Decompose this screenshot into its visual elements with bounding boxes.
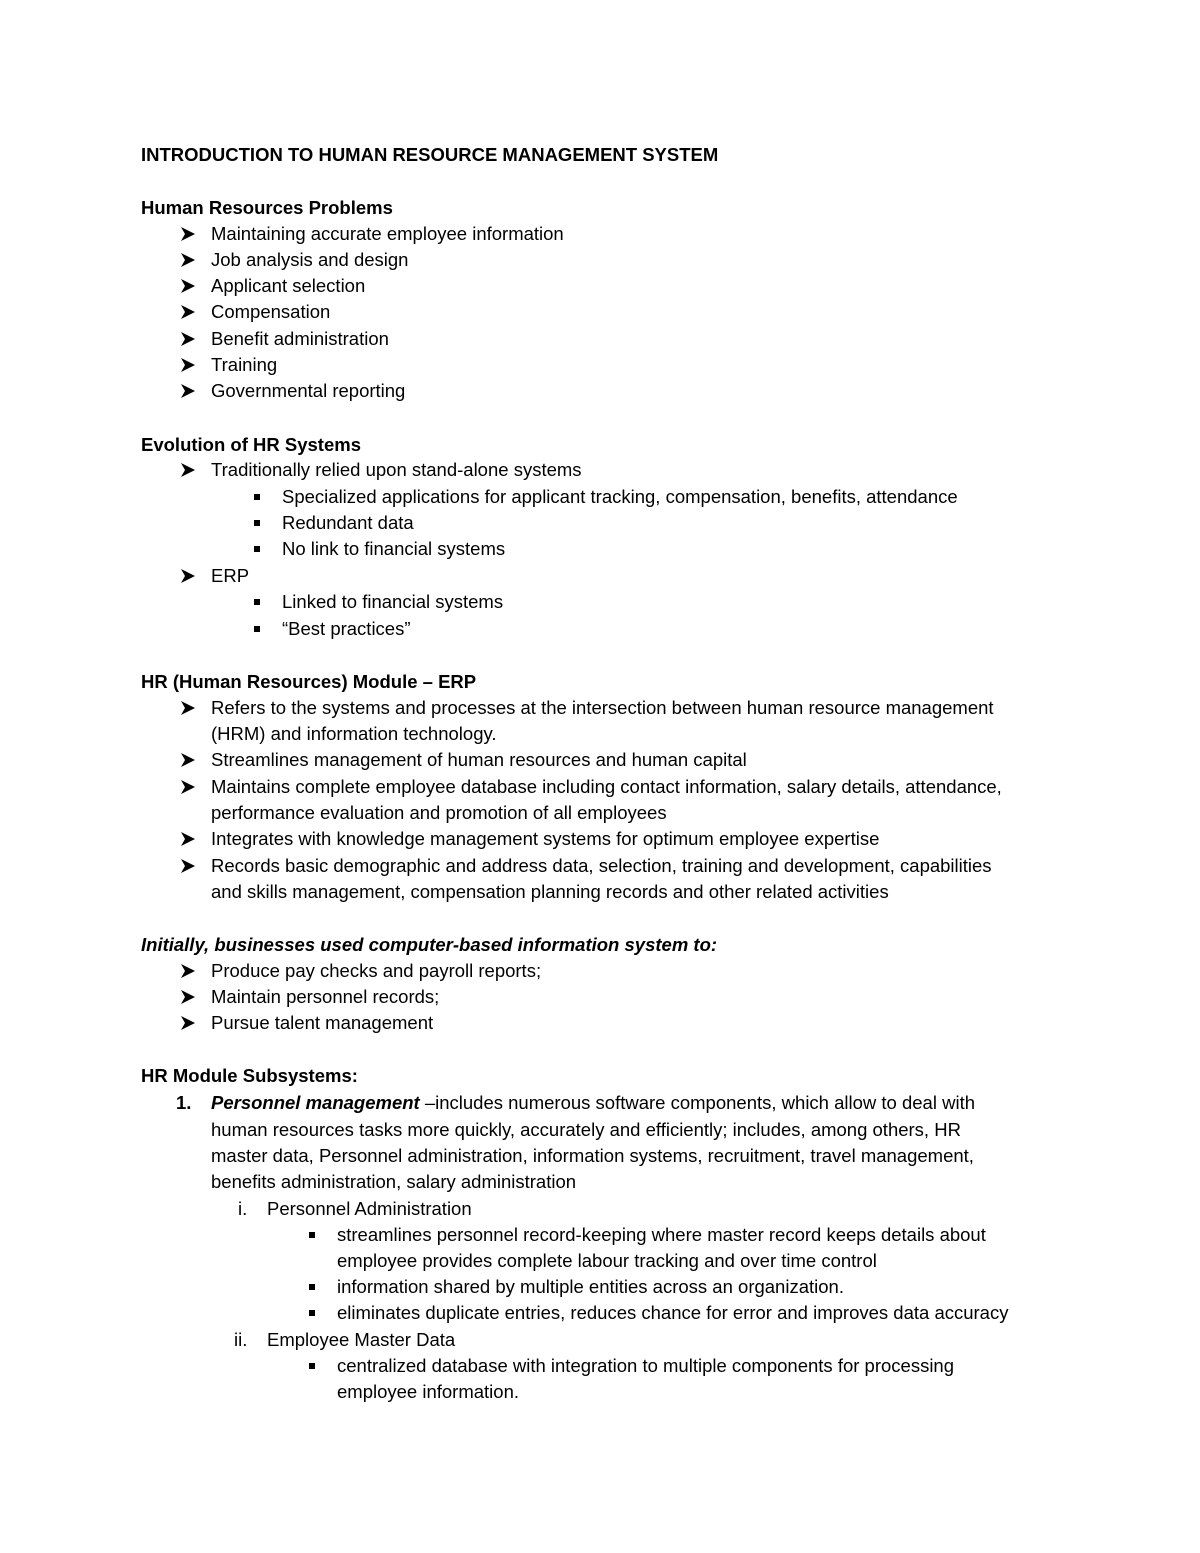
square-bullet-icon bbox=[309, 1232, 315, 1238]
arrow-bullet-icon bbox=[180, 826, 200, 852]
list-item: Pursue talent management bbox=[211, 1012, 434, 1033]
list-item: Maintaining accurate employee information bbox=[211, 223, 564, 244]
square-bullet-icon bbox=[309, 1310, 315, 1316]
list-item bbox=[211, 1090, 975, 1116]
arrow-bullet-icon bbox=[180, 958, 200, 984]
arrow-bullet-icon bbox=[180, 774, 200, 800]
list-item: Training bbox=[211, 354, 278, 375]
arrow-bullet-icon bbox=[180, 247, 200, 273]
arrow-bullet-icon bbox=[180, 1010, 200, 1036]
sub-list-item: “Best practices” bbox=[282, 618, 411, 639]
list-item-continuation: and skills management, compensation planning records and other related activities bbox=[211, 881, 889, 902]
sub-list-item: Redundant data bbox=[282, 512, 414, 533]
section-heading-evolution: Evolution of HR Systems bbox=[141, 434, 361, 455]
square-bullet-icon bbox=[254, 494, 260, 500]
list-item-continuation: performance evaluation and promotion of all employees bbox=[211, 802, 667, 823]
section-heading-initially: Initially, businesses used computer-based information system to: bbox=[141, 934, 718, 955]
list-item-continuation: master data, Personnel administration, information systems, recruitment, travel management, bbox=[211, 1145, 974, 1166]
square-bullet-icon bbox=[254, 520, 260, 526]
list-item: Produce pay checks and payroll reports; bbox=[211, 960, 542, 981]
arrow-bullet-icon bbox=[180, 747, 200, 773]
list-item-continuation: (HRM) and information technology. bbox=[211, 723, 497, 744]
section-heading-subsystems: HR Module Subsystems: bbox=[141, 1065, 358, 1086]
arrow-bullet-icon bbox=[180, 695, 200, 721]
section-heading-hr-problems: Human Resources Problems bbox=[141, 197, 393, 218]
definition: –includes numerous software components, which allow to deal with bbox=[419, 1092, 975, 1113]
arrow-bullet-icon bbox=[180, 853, 200, 879]
arrow-bullet-icon bbox=[180, 299, 200, 325]
list-item: ERP bbox=[211, 565, 250, 586]
square-bullet-icon bbox=[309, 1363, 315, 1369]
list-item: Refers to the systems and processes at the intersection between human resource management bbox=[211, 697, 994, 718]
sub-sub-list-item: streamlines personnel record-keeping where master record keeps details about bbox=[337, 1224, 986, 1245]
square-bullet-icon bbox=[254, 626, 260, 632]
list-number: 1. bbox=[176, 1092, 192, 1113]
square-bullet-icon bbox=[309, 1284, 315, 1290]
sub-sub-list-item: centralized database with integration to multiple components for processing bbox=[337, 1355, 955, 1376]
list-item: Maintain personnel records; bbox=[211, 986, 440, 1007]
sub-list-item: Employee Master Data bbox=[267, 1329, 456, 1350]
list-item: Streamlines management of human resources and human capital bbox=[211, 749, 747, 770]
sub-list-item: Personnel Administration bbox=[267, 1198, 472, 1219]
list-item: Records basic demographic and address data, selection, training and development, capabilities bbox=[211, 855, 992, 876]
list-item: Governmental reporting bbox=[211, 380, 406, 401]
list-item-continuation: human resources tasks more quickly, accurately and efficiently; includes, among others, HR bbox=[211, 1119, 961, 1140]
sub-list-item: Specialized applications for applicant tracking, compensation, benefits, attendance bbox=[282, 486, 958, 507]
document-title: INTRODUCTION TO HUMAN RESOURCE MANAGEMENT SYSTEM bbox=[141, 144, 719, 165]
list-item-continuation: benefits administration, salary administration bbox=[211, 1171, 577, 1192]
sub-list-item: Linked to financial systems bbox=[282, 591, 504, 612]
sub-sub-list-item-continuation: employee provides complete labour tracking and over time control bbox=[337, 1250, 877, 1271]
list-item: Compensation bbox=[211, 301, 331, 322]
arrow-bullet-icon bbox=[180, 563, 200, 589]
square-bullet-icon bbox=[254, 599, 260, 605]
section-heading-hr-module: HR (Human Resources) Module – ERP bbox=[141, 671, 477, 692]
arrow-bullet-icon bbox=[180, 352, 200, 378]
list-number: i. bbox=[238, 1198, 248, 1219]
term: Personnel management bbox=[211, 1092, 420, 1113]
arrow-bullet-icon bbox=[180, 457, 200, 483]
list-item: Traditionally relied upon stand-alone systems bbox=[211, 459, 582, 480]
arrow-bullet-icon bbox=[180, 984, 200, 1010]
list-number: ii. bbox=[234, 1329, 248, 1350]
list-item: Job analysis and design bbox=[211, 249, 409, 270]
list-item: Maintains complete employee database including contact information, salary details, attendance, bbox=[211, 776, 1002, 797]
sub-list-item: No link to financial systems bbox=[282, 538, 506, 559]
arrow-bullet-icon bbox=[180, 378, 200, 404]
list-item: Integrates with knowledge management systems for optimum employee expertise bbox=[211, 828, 880, 849]
sub-sub-list-item: information shared by multiple entities across an organization. bbox=[337, 1276, 844, 1297]
list-item: Applicant selection bbox=[211, 275, 366, 296]
square-bullet-icon bbox=[254, 546, 260, 552]
arrow-bullet-icon bbox=[180, 326, 200, 352]
arrow-bullet-icon bbox=[180, 273, 200, 299]
list-item: Benefit administration bbox=[211, 328, 389, 349]
arrow-bullet-icon bbox=[180, 221, 200, 247]
sub-sub-list-item: eliminates duplicate entries, reduces chance for error and improves data accuracy bbox=[337, 1302, 1009, 1323]
sub-sub-list-item-continuation: employee information. bbox=[337, 1381, 520, 1402]
